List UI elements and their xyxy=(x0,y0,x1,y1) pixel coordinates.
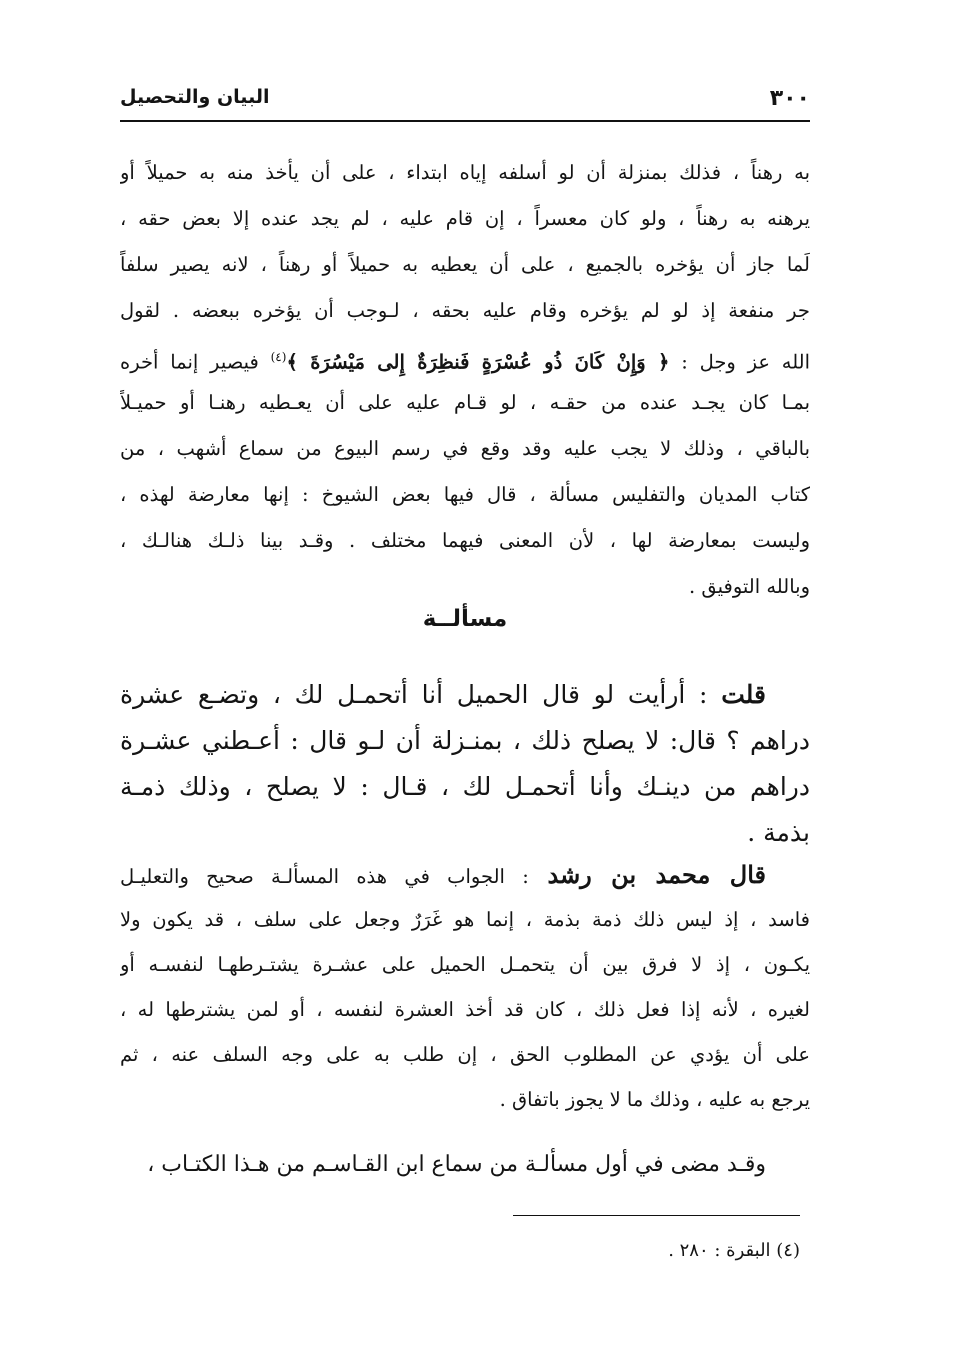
answer-paragraph xyxy=(120,852,810,1122)
text-line: كتاب المديان والتفليس مسألة ، قال فيها بعض الشيوخ : إنها معارضة لهذه ، xyxy=(120,483,810,506)
text-line: لَما جاز أن يؤخره بالجميع ، على أن يعطيه به حميلاً أو رهناً ، لانه يصير سلفاً xyxy=(120,253,810,276)
text-line-end: أخره xyxy=(120,350,159,374)
footnote: (٤) البقرة : ٢٨٠ . xyxy=(668,1240,800,1261)
text-line: به رهناً ، فذلك بمنزلة أن لو أسلفه إياه ابتداء ، على أن يأخذ منه به حميلاً أو xyxy=(120,161,810,184)
continuation-paragraph xyxy=(120,1142,810,1188)
answer-line: فاسد ، إذ ليس ذلك ذمة بذمة ، إنما هو غَرَرٌ وجعل على سلف ، قد يكون ولا xyxy=(120,908,810,931)
answer-line: يكـون ، إذ لا فرق بين أن يتحمـل الحميل على عشـرة يشتـرطهـا لنفسـه أو xyxy=(120,953,810,976)
answer-text: : الجواب في هذه المسألـة صحيح والتعليـل xyxy=(120,865,529,888)
question-line: دراهم من دينـك وأنا أتحمـل لك ، قـال : لا يصلح ، وذلك ذمـة xyxy=(120,772,810,801)
answer-line: على أن يؤدي عن المطلوب الحق ، إن طلب به على وجه السلف عنه ، ثم xyxy=(120,1043,810,1066)
quran-verse: ﴿ وَإِنْ كَانَ ذُو عُسْرَةٍ فَنظِرَةٌ إِلى مَيْسُرَةَ ﴾ xyxy=(286,350,670,374)
question-line: بذمة . xyxy=(747,818,810,847)
footnote-divider xyxy=(513,1215,800,1216)
continuation-line: وقـد مضى في أول مسألـة من سماع ابن القـاسـم من هـذا الكتـاب ، xyxy=(147,1152,766,1177)
answer-label: قال محمد بن رشد xyxy=(547,860,766,889)
answer-line: لغيره ، لأنه إذا فعل ذلك ، كان قد أخذ العشرة لنفسه ، أو لمن يشترطها له ، xyxy=(120,998,810,1021)
text-line: وليست بمعارضة لها ، لأن المعنى فيهما مختلف . وقـد بينا ذلـك هنالـك ، xyxy=(120,529,810,552)
text-line: بالباقي ، وذلك لا يجب عليه وقد وقع في رسم البيوع من سماع أشهب ، من xyxy=(120,437,810,460)
body-paragraph xyxy=(120,150,810,610)
section-heading: مسألــة xyxy=(422,606,508,632)
footnote-marker: (٤) xyxy=(270,350,287,364)
text-line: بمـا كان يجـد عنده من حقـه ، لو قـام عليه على أن يعـطيه رهنـا أو حميـلاً xyxy=(120,391,810,414)
page-number: ٣٠٠ xyxy=(769,86,810,111)
question-line xyxy=(120,672,810,718)
answer-line: يرجع به عليه ، وذلك ما لا يجوز باتفاق . xyxy=(499,1088,810,1111)
text-line: جر منفعة إذ لو لم يؤخره وقام عليه بحقه ، لـوجب أن يؤخره ببعضه . لقول xyxy=(120,299,810,322)
question-paragraph xyxy=(120,672,810,856)
question-text: : أرأيت لو قال الحميل أنا أتحمـل لك ، وتضـع عشرة xyxy=(120,680,708,709)
quran-intro: الله عز وجل : xyxy=(681,350,810,374)
running-title: البيان والتحصيل xyxy=(120,86,270,108)
answer-line xyxy=(120,852,810,897)
question-line: دراهم ؟ قال: لا يصلح ذلك ، بمنـزلة أن لـو قال : أعـطني عشـرة xyxy=(120,726,810,755)
quran-line xyxy=(120,334,810,380)
text-line: يرهنه به رهناً ، ولو كان معسراً ، إن قام عليه ، لم يجد عنده إلا بعض حقه ، xyxy=(120,207,810,230)
quran-after: فيصير إنما xyxy=(170,350,259,374)
page-header xyxy=(120,84,810,122)
question-label: قلت xyxy=(721,680,766,709)
text-line: وبالله التوفيق . xyxy=(688,575,810,598)
